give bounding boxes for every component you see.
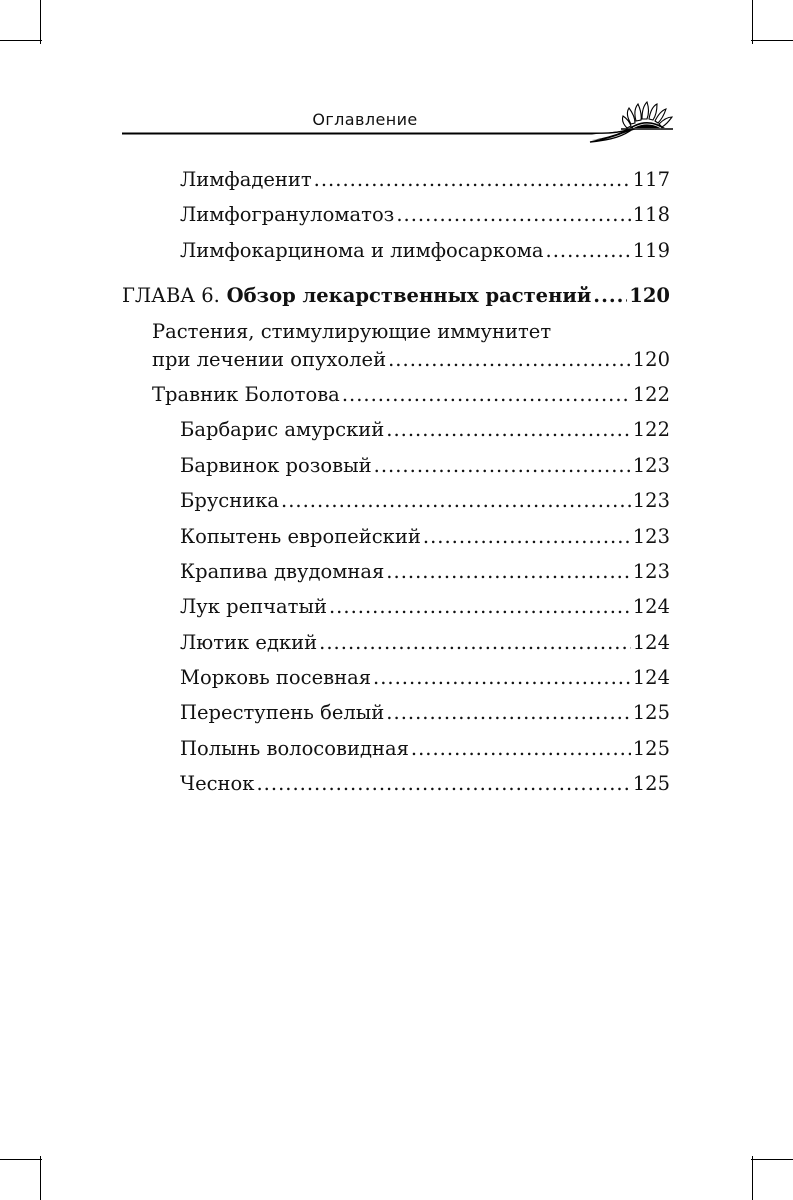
table-of-contents (122, 168, 670, 808)
toc-entry-page: 123 (632, 559, 670, 583)
toc-chapter-entry[interactable] (122, 284, 670, 319)
toc-entry[interactable] (122, 772, 670, 807)
crop-mark-top-right-horizontal (751, 40, 793, 41)
toc-entry-page: 125 (632, 772, 670, 796)
toc-entry-page: 125 (632, 736, 670, 760)
flower-icon (621, 102, 673, 129)
running-header (122, 96, 682, 156)
toc-entry-title: Барвинок розовый (180, 453, 372, 477)
section-page: 120 (632, 347, 670, 371)
toc-entry-page: 123 (632, 524, 670, 548)
toc-entry-page: 118 (632, 203, 670, 227)
toc-entry[interactable] (122, 737, 670, 772)
toc-entry[interactable] (122, 595, 670, 630)
toc-section-entry[interactable] (122, 383, 670, 418)
toc-entry[interactable] (122, 560, 670, 595)
toc-entry[interactable] (122, 454, 670, 489)
section-title-line-1: Растения, стимулирующие иммунитет (152, 319, 552, 343)
toc-entry-page: 119 (632, 238, 670, 262)
toc-entry-title: Лимфогрануломатоз (180, 203, 395, 227)
toc-entry-title: Лимфаденит (180, 168, 312, 191)
section-title: Травник Болотова (152, 382, 340, 406)
toc-entry-page: 124 (632, 595, 670, 619)
dot-leader (281, 489, 631, 512)
dot-leader (593, 284, 627, 307)
toc-entry[interactable] (122, 418, 670, 453)
crop-mark-bottom-right-vertical (752, 1156, 753, 1200)
dot-leader (386, 701, 630, 724)
dot-leader (314, 168, 631, 191)
section-page: 122 (632, 382, 670, 406)
toc-entry[interactable] (122, 701, 670, 736)
dot-leader (319, 631, 631, 654)
section-title-line-2: при лечении опухолей (152, 347, 387, 371)
crop-mark-top-right-vertical (752, 0, 753, 44)
toc-entry-title: Лютик едкий (180, 630, 318, 654)
toc-entry[interactable] (122, 525, 670, 560)
toc-entry-page: 125 (632, 701, 670, 725)
toc-entry-title: Лимфокарцинома и лимфосаркома (180, 238, 544, 262)
dot-leader (329, 595, 631, 618)
crop-mark-top-left-horizontal (0, 40, 42, 41)
dot-leader (411, 737, 631, 760)
chapter-number: ГЛАВА 6. (122, 284, 220, 308)
toc-entry-title: Лук репчатый (180, 595, 327, 619)
toc-entry-title: Брусника (180, 489, 280, 513)
toc-entry-page: 123 (632, 489, 670, 513)
running-header-title: Оглавление (312, 110, 418, 129)
toc-entry[interactable] (122, 666, 670, 701)
toc-entry-title: Переступень белый (180, 701, 385, 725)
toc-entry[interactable] (122, 168, 670, 203)
dot-leader (396, 203, 630, 226)
toc-entry[interactable] (122, 489, 670, 524)
crop-mark-bottom-left-vertical (40, 1156, 41, 1200)
chapter-page: 120 (629, 284, 670, 308)
dot-leader (373, 666, 631, 689)
dot-leader (386, 418, 631, 441)
toc-entry-title: Полынь волосовидная (180, 736, 409, 760)
dot-leader (342, 383, 631, 406)
dot-leader (256, 772, 630, 795)
toc-entry-title: Барбарис амурский (180, 418, 385, 442)
toc-entry[interactable] (122, 239, 670, 274)
toc-entry-page: 117 (632, 168, 670, 191)
toc-entry-page: 124 (632, 666, 670, 690)
crop-mark-bottom-left-horizontal (0, 1159, 42, 1160)
toc-entry-title: Чеснок (180, 772, 255, 796)
chapter-title: Обзор лекарственных растений (226, 284, 592, 308)
toc-entry-title: Морковь посевная (180, 666, 372, 690)
crop-mark-top-left-vertical (40, 0, 41, 44)
toc-section-entry[interactable] (122, 320, 670, 383)
toc-entry-page: 124 (632, 630, 670, 654)
dot-leader (423, 525, 631, 548)
toc-entry-page: 122 (632, 418, 670, 442)
toc-entry-title: Крапива двудомная (180, 559, 385, 583)
dot-leader (374, 454, 631, 477)
dot-leader (386, 560, 630, 583)
dot-leader (388, 348, 631, 371)
toc-entry-page: 123 (632, 453, 670, 477)
toc-entry-title: Копытень европейский (180, 524, 421, 548)
crop-mark-bottom-right-horizontal (751, 1159, 793, 1160)
dot-leader (546, 239, 631, 262)
toc-entry[interactable] (122, 203, 670, 238)
toc-entry[interactable] (122, 631, 670, 666)
